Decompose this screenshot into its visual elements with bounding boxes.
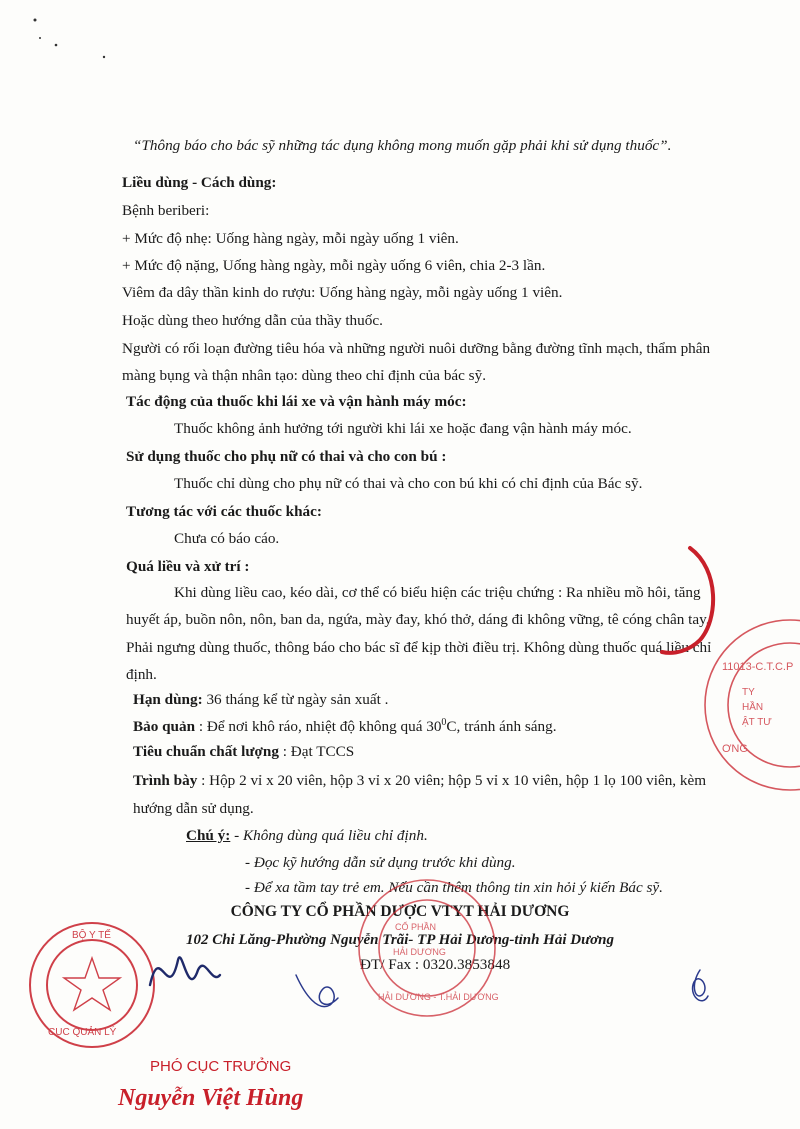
company-stamp-right [705, 620, 800, 790]
driving-text: Thuốc không ảnh hưởng tới người khi lái xe hoặc đang vận hành máy móc. [174, 420, 632, 437]
company-phone: ĐT/ Fax : 0320.3853848 [360, 956, 511, 973]
note-line-1 [186, 826, 428, 846]
signer-title: PHÓ CỤC TRƯỞNG [150, 1058, 292, 1075]
note-line-3: - Để xa tầm tay trẻ em. Nếu cần thêm thông tin xin hỏi ý kiến Bác sỹ. [245, 879, 663, 896]
scan-specks [34, 19, 106, 59]
svg-text:ẬT TƯ: ẬT TƯ [742, 717, 772, 728]
overdose-heading: Quá liều và xử trí : [126, 558, 250, 575]
pregnancy-heading: Sử dụng thuốc cho phụ nữ có thai và cho con bú : [126, 448, 447, 465]
interaction-text: Chưa có báo cáo. [174, 530, 280, 547]
svg-text:ƠNG: ƠNG [722, 743, 748, 755]
dosage-line-1: Bệnh beriberi: [122, 202, 210, 219]
note-line-2: - Đọc kỹ hướng dẫn sử dụng trước khi dùng. [245, 854, 516, 871]
storage-line [133, 713, 557, 737]
overdose-line-2: huyết áp, buồn nôn, nôn, ban da, ngứa, mày đay, khó thở, dáng đi không vững, tê cóng chân tay. [126, 611, 710, 628]
svg-text:11013-C.T.C.P: 11013-C.T.C.P [722, 661, 794, 673]
dosage-line-4: Viêm đa dây thần kinh do rượu: Uống hàng ngày, mỗi ngày uống 1 viên. [122, 284, 563, 301]
overdose-line-3: Phải ngưng dùng thuốc, thông báo cho bác sĩ để kịp thời điều trị. Không dùng thuốc quá liều chỉ [126, 639, 712, 656]
packaging-label: Trình bày [133, 772, 198, 789]
dosage-line-6: Người có rối loạn đường tiêu hóa và những người nuôi dưỡng bằng đường tĩnh mạch, thẩm phân [122, 340, 711, 357]
overdose-line-4: định. [126, 666, 157, 683]
storage-label: Bảo quản [133, 718, 196, 736]
interaction-heading: Tương tác với các thuốc khác: [126, 503, 322, 520]
expiry-value: 36 tháng kể từ ngày sản xuất . [202, 691, 389, 708]
dosage-heading: Liều dùng - Cách dùng: [122, 174, 277, 191]
storage-degree: 0 [441, 717, 447, 728]
dosage-line-2: + Mức độ nhẹ: Uống hàng ngày, mỗi ngày uống 1 viên. [122, 230, 459, 247]
signer-name: Nguyễn Việt Hùng [118, 1085, 304, 1111]
svg-text:TY: TY [742, 687, 755, 698]
note-text-1: - Không dùng quá liều chỉ định. [230, 827, 428, 844]
svg-text:HẢI DƯƠNG: HẢI DƯƠNG [393, 947, 446, 957]
packaging-value: : Hộp 2 vỉ x 20 viên, hộp 3 vỉ x 20 viên; hộp 5 vỉ x 10 viên, hộp 1 lọ 100 viên, kèm [197, 772, 707, 789]
overdose-line-1: Khi dùng liều cao, kéo dài, cơ thể có biểu hiện các triệu chứng : Ra nhiều mồ hôi, tăng [174, 584, 701, 601]
blue-signature-middle [296, 975, 338, 1007]
svg-text:CỔ PHẦN: CỔ PHẦN [395, 922, 437, 932]
storage-value-end: C, tránh ánh sáng. [446, 718, 557, 736]
company-address: 102 Chi Lăng-Phường Nguyễn Trãi- TP Hải Dương-tỉnh Hải Dương [186, 932, 614, 948]
dosage-line-3: + Mức độ nặng, Uống hàng ngày, mỗi ngày uống 6 viên, chia 2-3 lần. [122, 257, 546, 274]
driving-heading: Tác động của thuốc khi lái xe và vận hành máy móc: [126, 393, 467, 410]
packaging-line [133, 771, 706, 791]
expiry-line [133, 690, 388, 710]
notice-text: “Thông báo cho bác sỹ những tác dụng không mong muốn gặp phải khi sử dụng thuốc”. [133, 137, 672, 154]
note-label: Chú ý: [186, 827, 231, 844]
dosage-line-7: màng bụng và thận nhân tạo: dùng theo chỉ định của bác sỹ. [122, 367, 486, 384]
svg-text:BỘ Y TẾ: BỘ Y TẾ [72, 930, 111, 941]
pregnancy-text: Thuốc chỉ dùng cho phụ nữ có thai và cho con bú khi có chỉ định của Bác sỹ. [174, 475, 643, 492]
standard-value: : Đạt TCCS [278, 743, 355, 760]
standard-line [133, 742, 354, 762]
svg-text:HẢI DƯƠNG - T.HẢI DƯƠNG: HẢI DƯƠNG - T.HẢI DƯƠNG [378, 992, 499, 1002]
expiry-label: Hạn dùng: [133, 691, 203, 708]
packaging-line-2: hướng dẫn sử dụng. [133, 800, 254, 817]
company-name: CÔNG TY CỔ PHẦN DƯỢC VTYT HẢI DƯƠNG [230, 903, 570, 920]
svg-text:HẦN: HẦN [742, 702, 764, 713]
dosage-line-5: Hoặc dùng theo hướng dẫn của thầy thuốc. [122, 312, 383, 329]
signer-signature [150, 957, 220, 985]
standard-label: Tiêu chuẩn chất lượng [133, 743, 279, 760]
svg-text:CỤC QUẢN LÝ: CỤC QUẢN LÝ [48, 1027, 117, 1038]
blue-signature-right [693, 970, 708, 1001]
storage-value: : Để nơi khô ráo, nhiệt độ không quá 30 [195, 718, 442, 736]
